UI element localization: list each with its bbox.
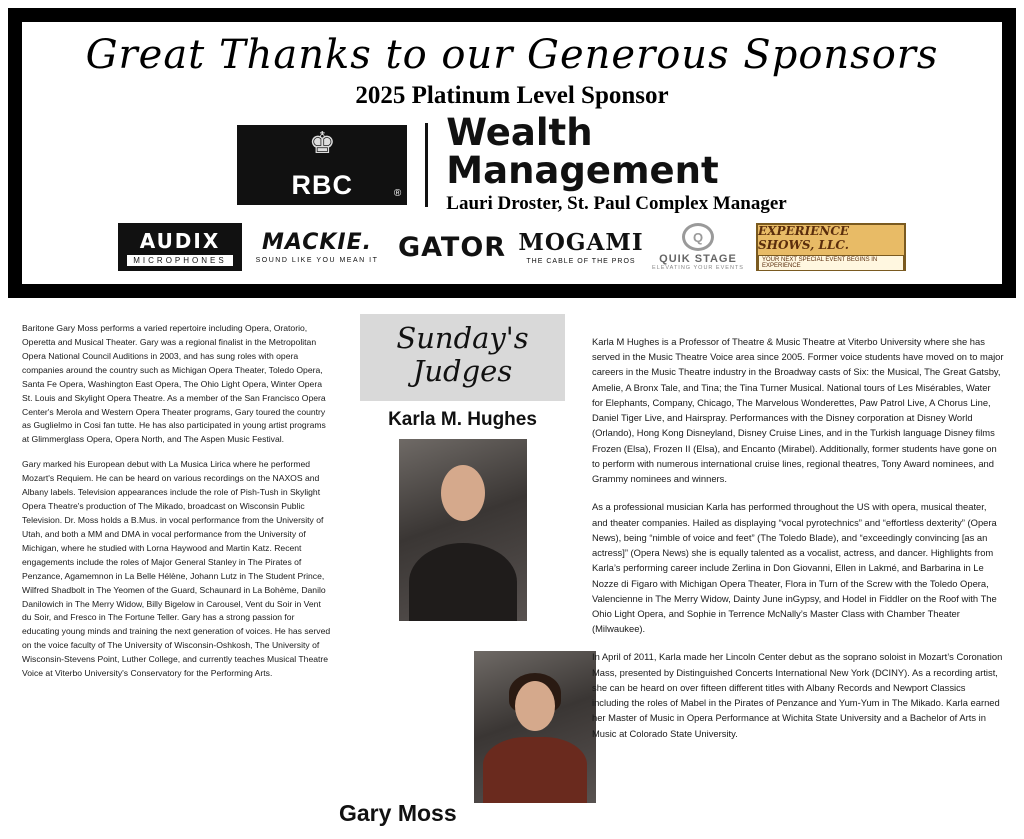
portrait-face-shape (441, 465, 485, 521)
rbc-logo (237, 125, 407, 205)
sponsor-logos-row (22, 223, 1002, 271)
gary-bio-paragraph-1: Baritone Gary Moss performs a varied repertoire including Opera, Oratorio, Operetta and Musical Theater. Gary was a regional finalist in the Metropolitan Opera National Council Auditions in 2003, and has sung roles with opera companies around the country such as Michigan Opera Theater, Toledo Opera, Santa Fe Opera, Washington East Opera, The Ohio Light Opera, Winter Opera St. Louis and Skylight Opera Theatre. As a member of the San Francisco Opera Center's Merola and Western Opera Theater programs, Gary toured the country as Guglielmo in Cosi fan tutte. He has also participated in young artist programs at Glimmerglass Opera, Opera North, and The Aspen Music Festival. (22, 323, 326, 445)
karla-hughes-portrait (399, 439, 527, 621)
registered-mark-icon: ® (393, 187, 402, 199)
rbc-lion-icon: ♚ (308, 126, 336, 160)
sponsor-panel-inner (22, 22, 1002, 284)
vertical-divider (425, 123, 428, 207)
thanks-title: Great Thanks to our Generous Sponsors (85, 32, 939, 78)
gary-bio-paragraph-2: Gary marked his European debut with La Musica Lirica where he performed Mozart's Requiem. He can be heard on various recordings on the NAXOS and Albany labels. Television appearances include the role of Pish-Tush in Skylight Opera Theatre's production of The Mikado, broadcast on Wisconsin Public Television. Dr. Moss holds a B.Mus. in vocal performance from the University of Utah, and both a MM and DMA in vocal performance from the University of Michigan, where he studied with Lorna Haywood and Martin Katz. Recent engagements include the roles of Major General Stanley in The Pirates of Penzance, Agamemnon in La Belle Hélène, Johann Lutz in The Student Prince, Wilfred Shadbolt in The Yeomen of the Guard, Schaunard in La Bohème, Danilo Danilowich in The Merry Widow, Billy Bigelow in Carousel, Vent du Soir in Vent du Soir, and Fresco in The Fortune Teller. Gary has a strong passion for educating young minds and training the next generation of voices. He has served on the voice faculty of The University of Wisconsin-Oshkosh, The University of Wisconsin-Stevens Point, Luther College, and currently teaches Musical Theatre Voice at Viterbo University's Conservatory for the Performing Arts. (22, 459, 331, 679)
mackie-logo-tagline: SOUND LIKE YOU MEAN IT (255, 257, 379, 265)
mogami-logo-tagline: THE CABLE OF THE PROS (526, 258, 636, 266)
portrait-face-shape (515, 681, 555, 731)
gator-logo (392, 223, 512, 271)
gary-name-wrapper (339, 794, 457, 827)
gary-moss-bio-text (22, 322, 332, 681)
experience-shows-logo (756, 223, 906, 271)
gary-moss-portrait-row (339, 639, 580, 839)
portrait-body-shape (409, 543, 517, 621)
gary-moss-bio-column (22, 322, 332, 692)
judges-banner-line-2: Judges (412, 354, 513, 389)
gary-photo-wrapper (474, 639, 596, 803)
karla-bio-paragraph-2: As a professional musician Karla has performed throughout the US with opera, musical theater, and theater companies. Hailed as displaying “vocal pyrotechnics” and “effortless dexterity” (Opera News), being “nimble of voice and feet” (The Toledo Blade), and “exceedingly convincing [as an actress]” (Opera News) she is equally talented as a vocalist, actress, and dancer. Highlights from Karla’s performing career include Zerlina in Don Giovanni, Ellen in Lakmé, and Barbarina in Le Nozze di Figaro with Michigan Opera Theater, Flora in Turn of the Screw with the Toledo Opera, Valencienne in The Merry Widow, Dainty June inGypsy, and Hodel in Fiddler on the Roof with The Ohio Light Opera, and Sophie in Terrence McNally’s Master Class with Chamber Theater (Milwaukee). (592, 501, 997, 635)
mackie-logo (252, 223, 382, 271)
gary-moss-portrait (474, 651, 596, 803)
portrait-body-shape (483, 737, 587, 803)
experience-shows-logo-tagline: YOUR NEXT SPECIAL EVENT BEGINS IN EXPERIENCE (758, 255, 904, 271)
karla-hughes-bio-column (592, 334, 1004, 754)
quik-stage-logo-tagline: ELEVATING YOUR EVENTS (652, 265, 744, 272)
wealth-line-1: Wealth (446, 111, 593, 154)
bios-content (0, 306, 1024, 826)
judges-column (339, 314, 580, 839)
sponsor-panel (8, 8, 1016, 298)
rbc-logo-text: RBC (291, 169, 354, 200)
rbc-sponsor-row (22, 111, 1002, 215)
karla-hughes-name: Karla M. Hughes (388, 408, 537, 430)
judges-banner (360, 314, 565, 401)
mackie-logo-name: MACKIE. (261, 230, 372, 256)
mogami-logo (518, 223, 644, 271)
karla-bio-paragraph-3: In April of 2011, Karla made her Lincoln Center debut as the soprano soloist in Mozart’s Coronation Mass, presented by Distinguished Concerts International New York (DCINY). As a recording artist, she can be heard on over fifteen different titles with Albany Records and Newport Classics including the roles of Mabel in the Pirates of Penzance and Yum-Yum in The Mikado. Karla earned her Master of Music in Opera Performance at Wichita State University and a Bachelor of Arts in Music at Colorado State University. (592, 651, 1003, 739)
quik-stage-logo (650, 223, 746, 271)
audix-logo-tagline: MICROPHONES (127, 255, 232, 266)
karla-bio-paragraph-1: Karla M Hughes is a Professor of Theatre & Music Theatre at Viterbo University where she has served in the Music Theatre Voice area since 2005. Former voice students have moved on to major careers in the Music Theatre industry in the Broadway casts of Six: the Musical, The Great Gatsby, Amelie, A Bronx Tale, and Tina; the Tina Turner Musical. National tours of Les Misérables, Water for Elephants, Company, Chicago, The Marvelous Wonderettes, Paw Patrol Live, A Chorus Line, Daniel Tiger Live, and Hairspray. Performances with the Disney corporation at Disney World (Orlando), Hong Kong Disneyland, Disney Cruise Lines, and in the Turkish language Disney films Frozen (Elsa), Frozen II (Elsa), and Encanto (Mirabel). Additionally, former students have gone on to perform with numerous international cruise lines, regional theatres, Tony Award nominees, and Grammy nominees and winners. (592, 336, 1004, 485)
wealth-management-block (446, 111, 787, 215)
mogami-logo-name: MOGAMI (518, 229, 644, 257)
quik-stage-mark-icon: Q (682, 223, 714, 251)
audix-logo (118, 223, 242, 271)
quik-stage-logo-name: QUIK STAGE (659, 253, 737, 266)
judges-banner-line-1: Sunday's (396, 321, 529, 355)
gary-moss-name: Gary Moss (339, 799, 457, 826)
karla-hughes-bio-text (592, 334, 1004, 741)
gator-logo-name: GATOR (397, 231, 507, 263)
complex-manager-line: Lauri Droster, St. Paul Complex Manager (446, 193, 787, 215)
platinum-sponsor-line: 2025 Platinum Level Sponsor (355, 82, 669, 109)
experience-shows-logo-name: EXPERIENCE SHOWS, LLC. (758, 223, 850, 252)
wealth-line-2: Management (446, 148, 719, 192)
audix-logo-name: AUDIX (139, 228, 221, 253)
